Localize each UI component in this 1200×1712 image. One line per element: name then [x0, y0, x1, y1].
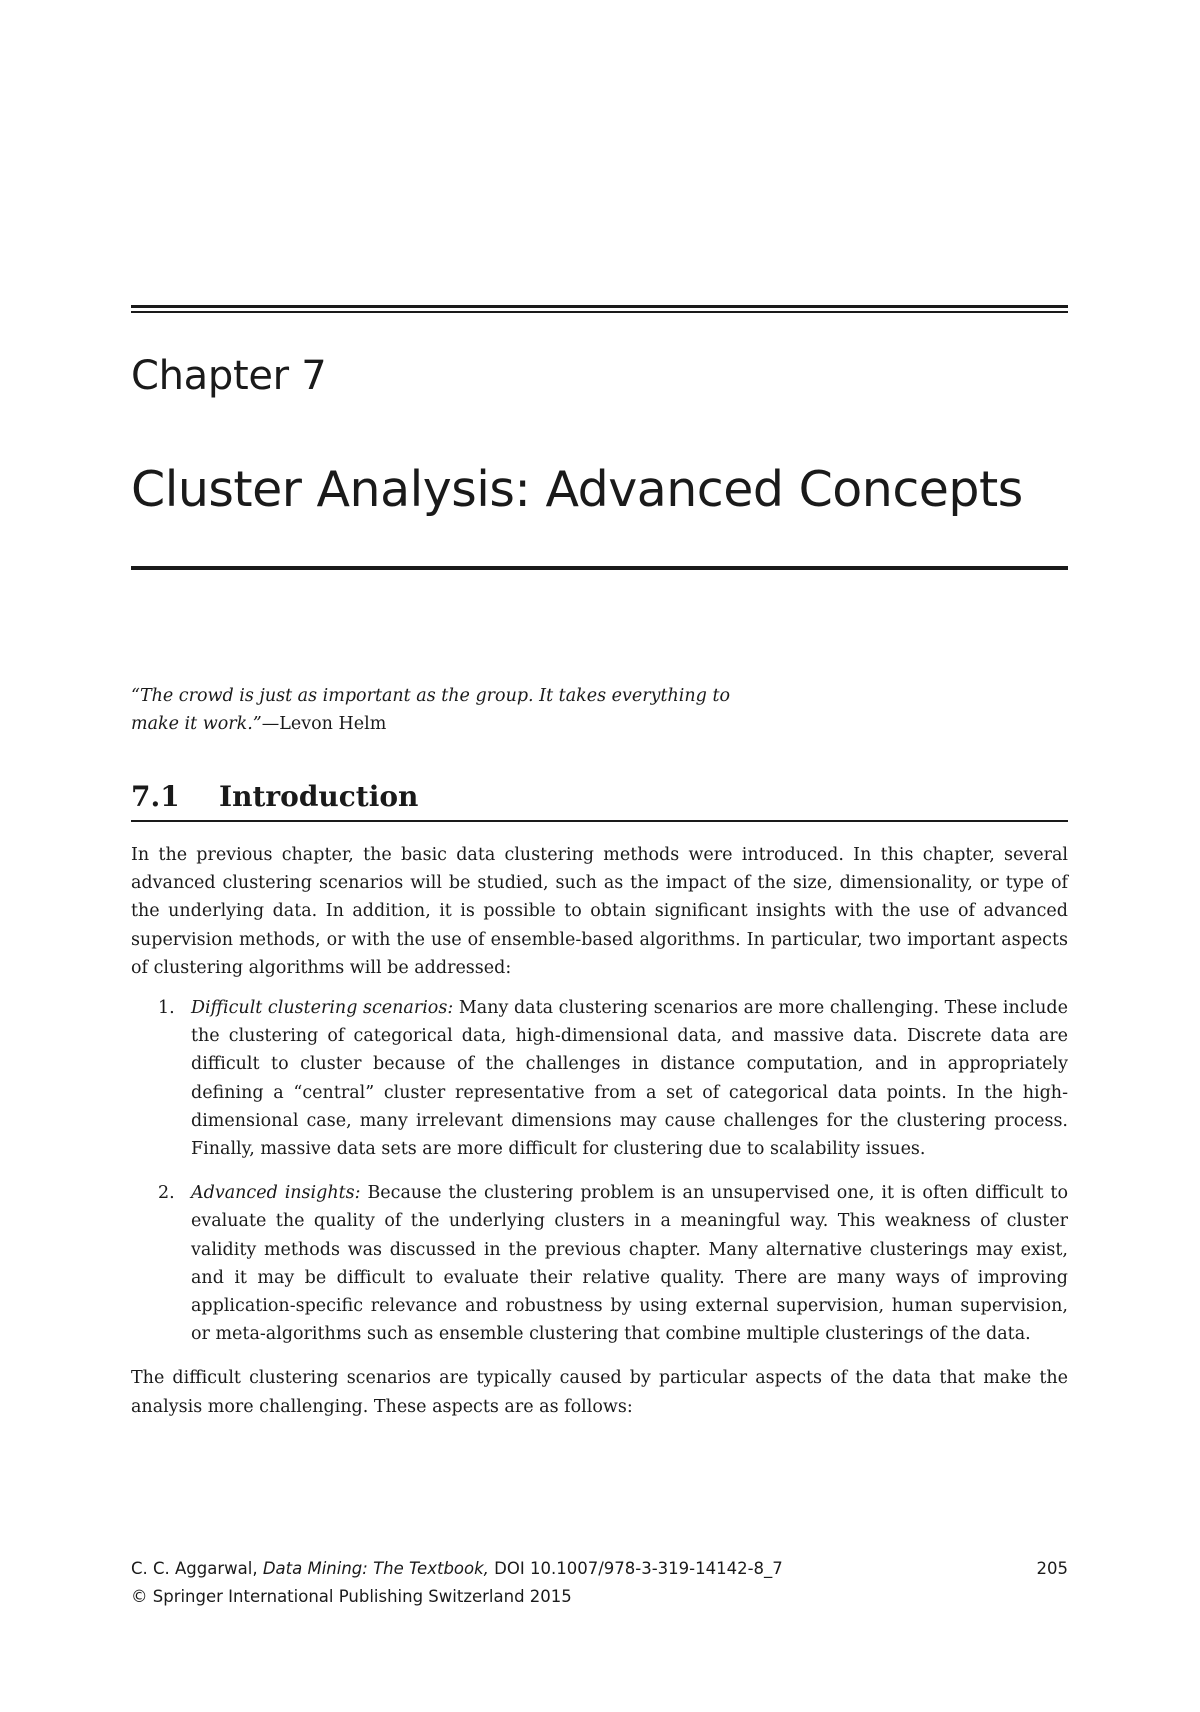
list-item [131, 994, 1068, 1163]
page-number: 205 [1036, 1559, 1068, 1578]
list-item-text: Because the clustering problem is an unsupervised one, it is often difficult to evaluate the quality of the underlying clusters in a meaningful way. This weakness of cluster validity methods was discussed in the previous chapter. Many alternative clusterings may exist, and it may be difficult to evaluate their relative quality. There are many ways of improving application-specific relevance and robustness by using external supervision, human supervision, or meta-algorithms such as ensemble clustering that combine multiple clusterings of the data. [191, 1183, 1068, 1345]
footer-doi: DOI 10.1007/978-3-319-14142-8_7 [494, 1559, 783, 1578]
list-item-term: Difficult clustering scenarios: [191, 998, 454, 1019]
numbered-list [131, 994, 1068, 1348]
closing-paragraph: The difficult clustering scenarios are typically caused by particular aspects of the data that make the analysis more challenging. These aspects are as follows: [131, 1368, 1068, 1417]
footer-copyright: © Springer International Publishing Switzerland 2015 [131, 1587, 572, 1606]
list-item [131, 1179, 1068, 1348]
list-item-text: Many data clustering scenarios are more challenging. These include the clustering of categorical data, high-dimensional data, and massive data. Discrete data are difficult to cluster because of the challenges in distance computation, and in appropriately defining a “central” cluster representative from a set of categorical data points. In the high-dimensional case, many irrelevant dimensions may cause challenges for the clustering process. Finally, massive data sets are more difficult for clustering due to scalability issues. [191, 998, 1068, 1160]
page-footer [131, 1555, 1068, 1611]
chapter-title: Cluster Analysis: Advanced Concepts [131, 461, 1023, 518]
footer-book-title: Data Mining: The Textbook, [262, 1559, 489, 1578]
chapter-label: Chapter 7 [131, 353, 327, 399]
epigraph-quote: “The crowd is just as important as the group. It takes everything to make it work.” [131, 686, 731, 734]
footer-author: C. C. Aggarwal, [131, 1559, 258, 1578]
epigraph [131, 682, 771, 738]
list-item-marker: 1. [158, 998, 175, 1019]
section-heading [131, 774, 1068, 822]
intro-paragraph: In the previous chapter, the basic data clustering methods were introduced. In this chapter, several advanced clustering scenarios will be studied, such as the impact of the size, dimensionality, or type of the underlying data. In addition, it is possible to obtain significant insights with the use of advanced supervision methods, or with the use of ensemble-based algorithms. In particular, two important aspects of clustering algorithms will be addressed: [131, 845, 1068, 978]
section-number: 7.1 [131, 780, 180, 813]
epigraph-attribution: —Levon Helm [261, 714, 387, 734]
section-title: Introduction [219, 780, 419, 813]
chapter-top-rule-thin [131, 311, 1068, 313]
chapter-top-rule [131, 305, 1068, 308]
chapter-bottom-rule [131, 566, 1068, 570]
body-text [131, 841, 1068, 1421]
list-item-marker: 2. [158, 1183, 175, 1204]
footer-citation [131, 1555, 1068, 1583]
list-item-term: Advanced insights: [191, 1183, 361, 1204]
